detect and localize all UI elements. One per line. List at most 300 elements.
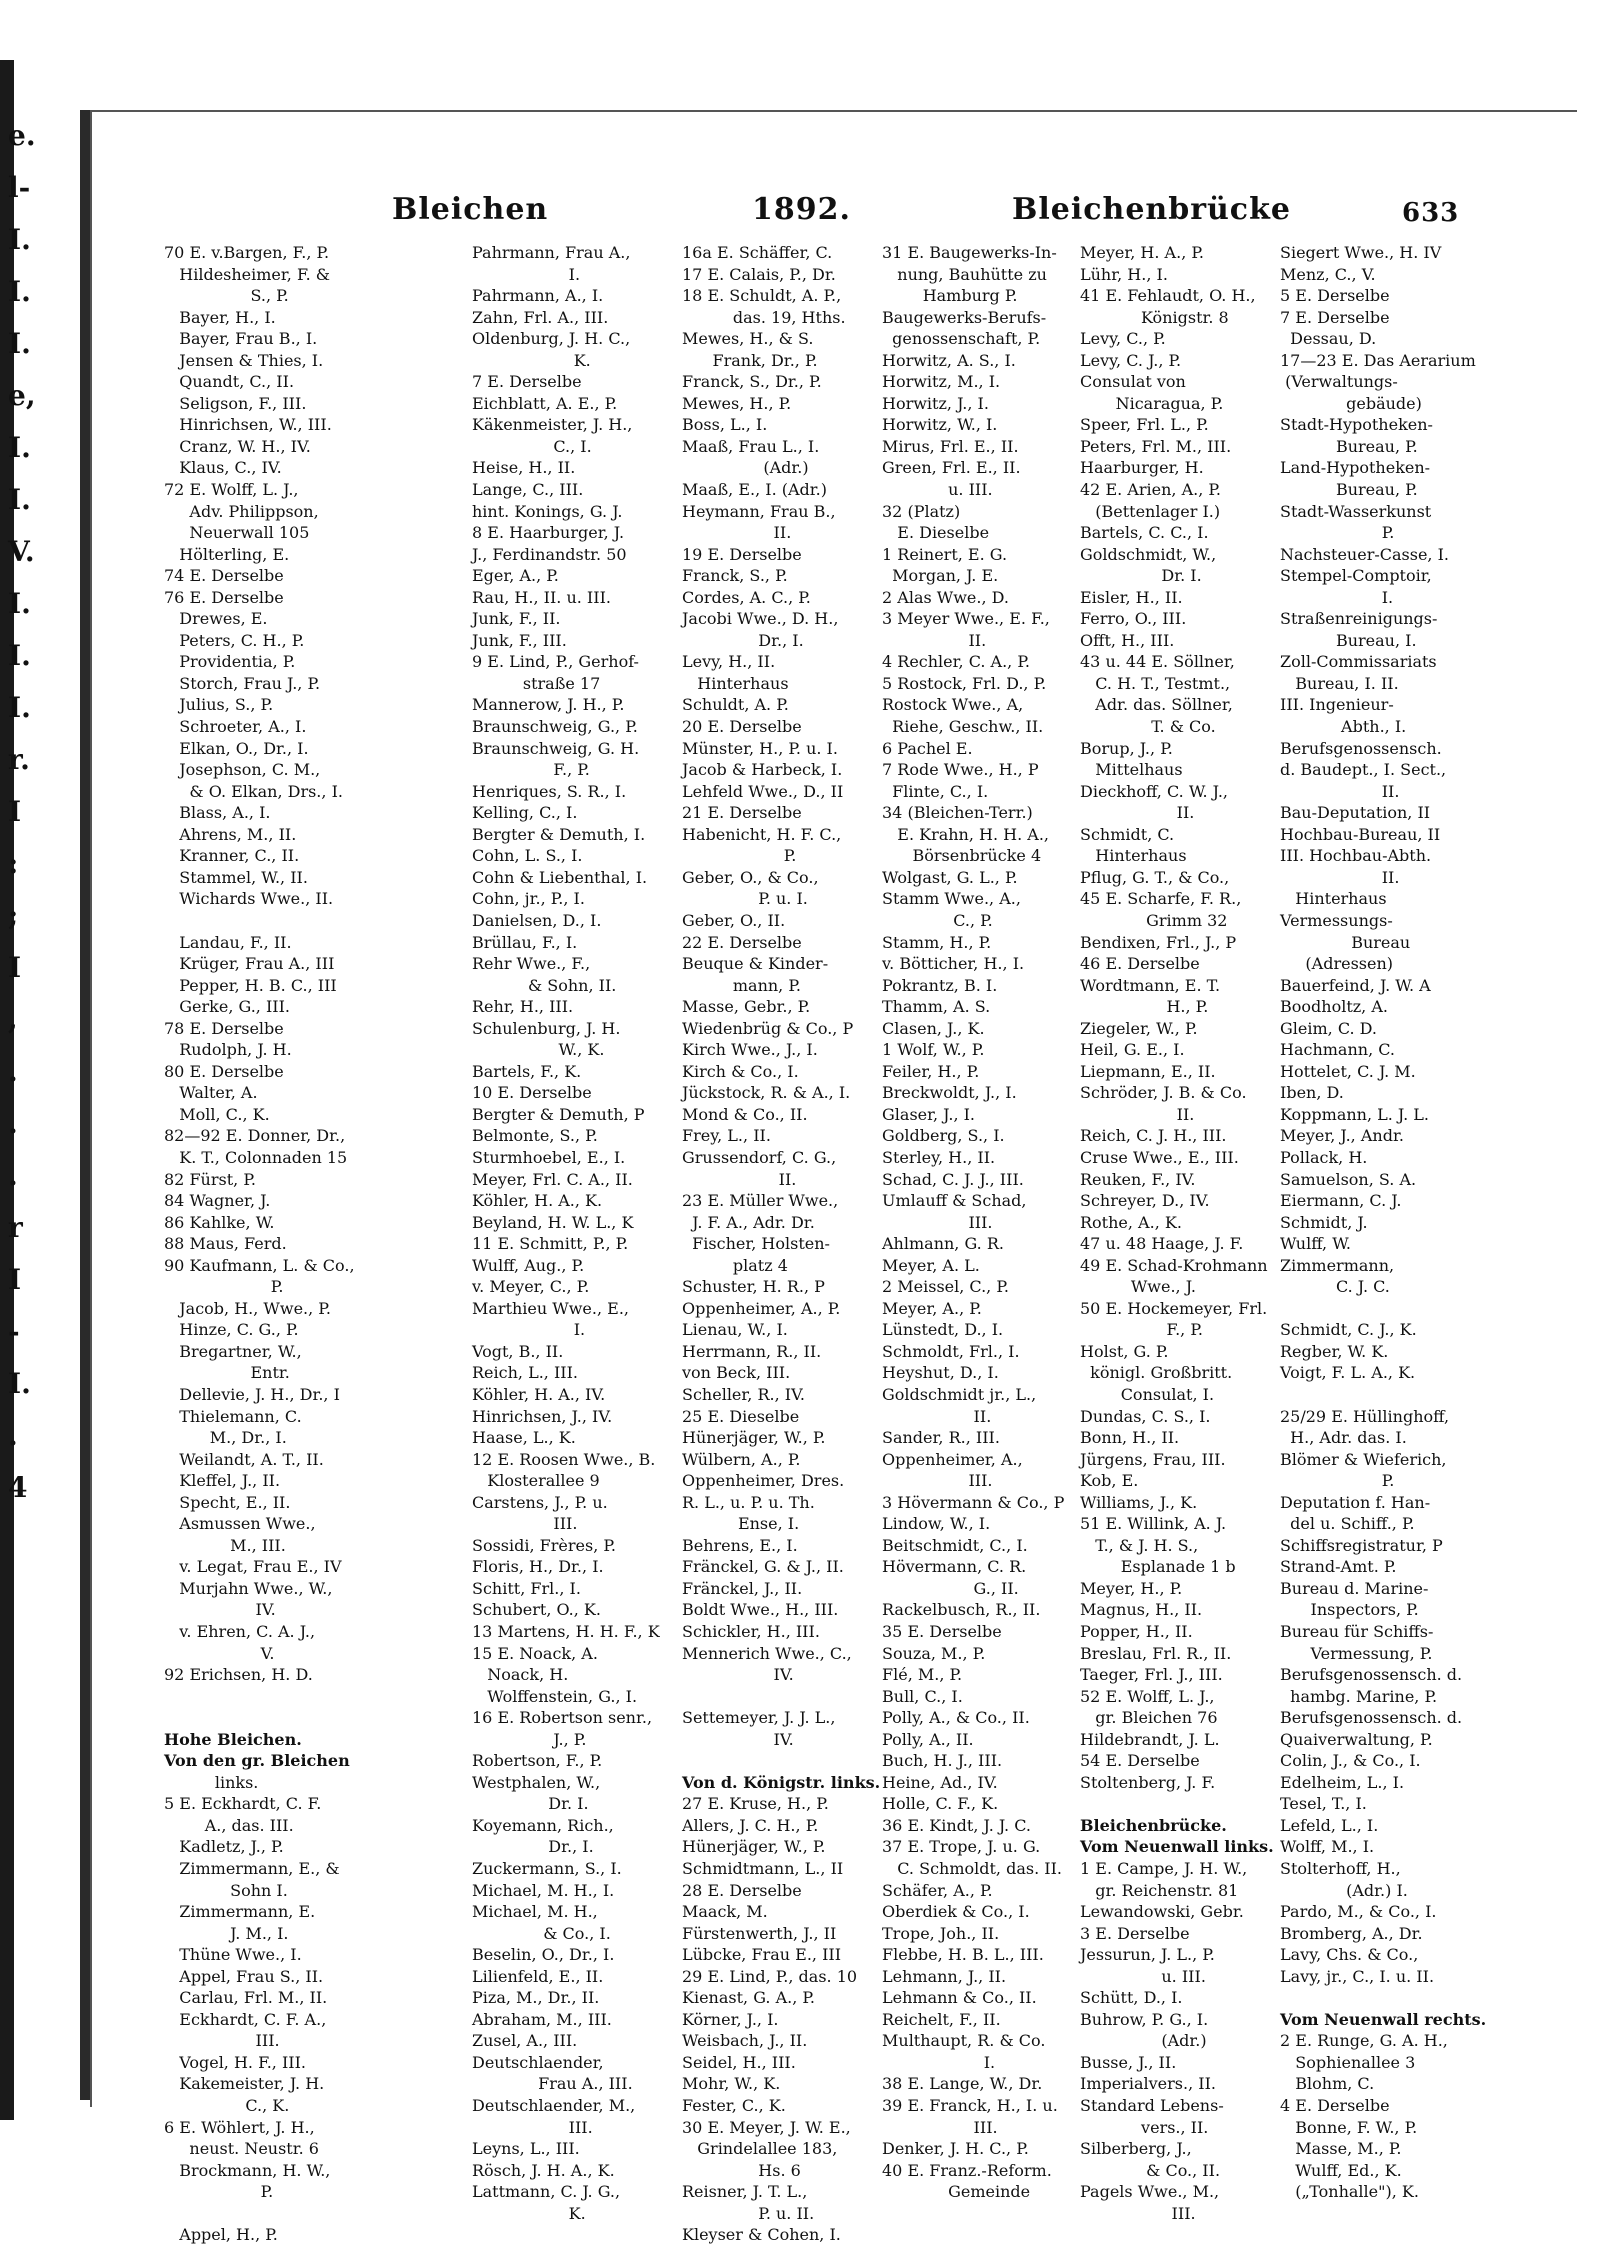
directory-entry: Bregartner, W.,: [164, 1341, 302, 1361]
directory-entry: Horwitz, W., I.: [882, 415, 998, 435]
directory-entry: Weilandt, A. T., II.: [164, 1449, 324, 1469]
directory-entry: Zahn, Frl. A., III.: [472, 307, 609, 327]
directory-entry: Multhaupt, R. & Co.: [882, 2031, 1046, 2051]
directory-entry: Stoltenberg, J. F.: [1080, 1772, 1216, 1792]
directory-entry: 25/29 E. Hüllinghoff,: [1280, 1406, 1450, 1426]
directory-entry: Asmussen Wwe.,: [164, 1514, 316, 1534]
directory-entry: Drewes, E.: [164, 609, 268, 629]
directory-entry: Frank, Dr., P.: [682, 350, 818, 370]
directory-entry: Adr. das. Söllner,: [1080, 695, 1233, 715]
directory-entry: [682, 1750, 882, 1772]
directory-entry: Schmidt, C.: [1080, 824, 1175, 844]
directory-entry: 92 Erichsen, H. D.: [164, 1665, 313, 1685]
directory-entry: Königstr. 8: [1080, 307, 1229, 327]
directory-entry: Hs. 6: [682, 2160, 801, 2180]
facing-page-text: .: [8, 1107, 18, 1140]
facing-page-text: I.: [8, 275, 31, 308]
directory-entry: Wichards Wwe., II.: [164, 889, 334, 909]
directory-entry: Fränckel, J., II.: [682, 1578, 803, 1598]
directory-entry: Von d. Königstr. links.: [682, 1772, 881, 1792]
directory-entry: Schulenburg, J. H.: [472, 1018, 621, 1038]
directory-entry: Williams, J., K.: [1080, 1492, 1198, 1512]
directory-entry: Standard Lebens-: [1080, 2096, 1224, 2116]
directory-entry: Pflug, G. T., & Co.,: [1080, 867, 1230, 887]
facing-page-text: ,: [8, 1003, 18, 1036]
directory-entry: (Adr.): [1080, 2031, 1207, 2051]
directory-entry: 72 E. Wolff, L. J.,: [164, 480, 299, 500]
directory-entry: 32 (Platz): [882, 501, 961, 521]
directory-entry: Ahlmann, G. R.: [882, 1234, 1004, 1254]
directory-entry: Vom Neuenwall links.: [1080, 1837, 1274, 1857]
directory-entry: III. Hochbau-Abth.: [1280, 846, 1432, 866]
directory-entry: 31 E. Baugewerks-In-: [882, 243, 1057, 262]
directory-entry: IV.: [682, 1665, 794, 1685]
directory-entry: Bromberg, A., Dr.: [1280, 1923, 1423, 1943]
directory-entry: P.: [164, 1277, 284, 1297]
directory-entry: Dessau, D.: [1280, 329, 1377, 349]
directory-entry: Bureau, P.: [1280, 436, 1418, 456]
directory-entry: Schroeter, A., I.: [164, 717, 307, 737]
directory-entry: Dundas, C. S., I.: [1080, 1406, 1211, 1426]
directory-entry: Jückstock, R. & A., I.: [682, 1083, 851, 1103]
directory-entry: Junk, F., II.: [472, 609, 561, 629]
directory-entry: Mirus, Frl. E., II.: [882, 436, 1019, 456]
directory-entry: Mennerich Wwe., C.,: [682, 1643, 852, 1663]
directory-entry: Ense, I.: [682, 1514, 800, 1534]
directory-entry: Pepper, H. B. C., III: [164, 975, 337, 995]
directory-entry: C., I.: [472, 436, 592, 456]
directory-entry: Bayer, H., I.: [164, 307, 276, 327]
directory-entry: Wolffenstein, G., I.: [472, 1686, 638, 1706]
directory-entry: Cruse Wwe., E., III.: [1080, 1147, 1239, 1167]
directory-entry: Von den gr. Bleichen: [164, 1751, 350, 1771]
header-right-title: Bleichenbrücke: [1012, 192, 1291, 227]
directory-entry: Flé, M., P.: [882, 1665, 963, 1685]
directory-entry: Danielsen, D., I.: [472, 910, 602, 930]
directory-entry: I.: [472, 1320, 586, 1340]
directory-entry: Schmidt, C. J., K.: [1280, 1320, 1417, 1340]
directory-entry: Sophienallee 3: [1280, 2052, 1416, 2072]
directory-entry: 6 E. Wöhlert, J. H.,: [164, 2117, 315, 2137]
directory-entry: P. u. II.: [682, 2203, 815, 2223]
directory-entry: Landau, F., II.: [164, 932, 292, 952]
directory-entry: 42 E. Arien, A., P.: [1080, 480, 1221, 500]
directory-entry: 76 E. Derselbe: [164, 587, 284, 607]
directory-entry: Vom Neuenwall rechts.: [1280, 2009, 1487, 2029]
directory-entry: Brockmann, H. W.,: [164, 2160, 331, 2180]
directory-entry: hambg. Marine, P.: [1280, 1686, 1438, 1706]
directory-entry: Lange, C., III.: [472, 480, 584, 500]
book-gutter: [80, 110, 90, 2100]
directory-entry: 74 E. Derselbe: [164, 566, 284, 586]
directory-entry: Mannerow, J. H., P.: [472, 695, 625, 715]
directory-entry: E. Dieselbe: [882, 523, 990, 543]
directory-entry: Goldberg, S., I.: [882, 1126, 1005, 1146]
directory-entry: Hövermann, C. R.: [882, 1557, 1027, 1577]
directory-entry: Hinterhaus: [682, 673, 789, 693]
directory-entry: Dr. I.: [1080, 566, 1202, 586]
directory-entry: Eiermann, C. J.: [1280, 1191, 1402, 1211]
directory-entry: M., III.: [164, 1535, 286, 1555]
directory-entry: 5 E. Derselbe: [1280, 286, 1390, 306]
directory-entry: Pahrmann, Frau A.,: [472, 243, 631, 262]
directory-entry: Grindelallee 183,: [682, 2139, 838, 2159]
directory-entry: 22 E. Derselbe: [682, 932, 802, 952]
directory-entry: Meyer, A., P.: [882, 1298, 982, 1318]
directory-entry: gr. Reichenstr. 81: [1080, 1880, 1239, 1900]
directory-entry: Denker, J. H. C., P.: [882, 2139, 1029, 2159]
directory-entry: 7 E. Derselbe: [472, 372, 582, 392]
directory-entry: Hottelet, C. J. M.: [1280, 1061, 1416, 1081]
directory-entry: P. u. I.: [682, 889, 808, 909]
directory-entry: Quaiverwaltung, P.: [1280, 1729, 1433, 1749]
directory-entry: Clasen, J., K.: [882, 1018, 985, 1038]
directory-entry: Bergter & Demuth, P: [472, 1104, 645, 1124]
directory-entry: Kirch & Co., I.: [682, 1061, 799, 1081]
directory-entry: III.: [472, 2117, 593, 2137]
directory-entry: 2 E. Runge, G. A. H.,: [1280, 2031, 1448, 2051]
directory-entry: Sossidi, Frères, P.: [472, 1535, 616, 1555]
directory-entry: 84 Wagner, J.: [164, 1191, 271, 1211]
directory-entry: Koppmann, L. J. L.: [1280, 1104, 1429, 1124]
directory-entry: Goldschmidt jr., L.,: [882, 1384, 1037, 1404]
directory-entry: 16a E. Schäffer, C.: [682, 243, 833, 262]
directory-entry: Heyshut, D., I.: [882, 1363, 999, 1383]
directory-entry: links.: [164, 1772, 259, 1792]
directory-entry: Scheller, R., IV.: [682, 1384, 805, 1404]
directory-entry: Storch, Frau J., P.: [164, 673, 321, 693]
directory-entry: Belmonte, S., P.: [472, 1126, 598, 1146]
directory-entry: Fränckel, G. & J., II.: [682, 1557, 844, 1577]
directory-entry: Levy, C., P.: [1080, 329, 1166, 349]
directory-entry: Morgan, J. E.: [882, 566, 999, 586]
directory-entry: Consulat, I.: [1080, 1384, 1215, 1404]
directory-entry: II.: [1080, 1104, 1195, 1124]
directory-entry: Nicaragua, P.: [1080, 393, 1224, 413]
directory-entry: II.: [1280, 781, 1400, 801]
directory-entry: Brüllau, F., I.: [472, 932, 578, 952]
directory-entry: Reuken, F., IV.: [1080, 1169, 1196, 1189]
directory-entry: 5 E. Eckhardt, C. F.: [164, 1794, 322, 1814]
directory-entry: 25 E. Dieselbe: [682, 1406, 800, 1426]
directory-entry: P.: [682, 846, 797, 866]
directory-entry: Feiler, H., P.: [882, 1061, 980, 1081]
directory-entry: Haase, L., K.: [472, 1428, 576, 1448]
directory-entry: u. III.: [1080, 1966, 1206, 1986]
directory-entry: Kienast, G. A., P.: [682, 1988, 815, 2008]
directory-entry: Voigt, F. L. A., K.: [1280, 1363, 1416, 1383]
directory-entry: Inspectors, P.: [1280, 1600, 1419, 1620]
directory-entry: Hildesheimer, F. &: [164, 264, 330, 284]
directory-entry: 80 E. Derselbe: [164, 1061, 284, 1081]
directory-entry: Quandt, C., II.: [164, 372, 295, 392]
facing-page-text: r.: [8, 743, 30, 776]
directory-entry: Schröder, J. B. & Co.: [1080, 1083, 1247, 1103]
directory-entry: 37 E. Trope, J. u. G.: [882, 1837, 1041, 1857]
directory-entry: Käkenmeister, J. H.,: [472, 415, 633, 435]
directory-entry: 11 E. Schmitt, P., P.: [472, 1234, 629, 1254]
directory-entry: Speer, Frl. L., P.: [1080, 415, 1209, 435]
directory-entry: K.: [472, 350, 591, 370]
directory-entry: Eichblatt, A. E., P.: [472, 393, 618, 413]
facing-page-text: -: [8, 1315, 20, 1348]
directory-entry: Vogt, B., II.: [472, 1341, 564, 1361]
directory-entry: Siegert Wwe., H. IV: [1280, 243, 1442, 262]
directory-entry: Sander, R., III.: [882, 1428, 1000, 1448]
directory-entry: Sterley, H., II.: [882, 1147, 996, 1167]
directory-entry: Lehfeld Wwe., D., II: [682, 781, 844, 801]
directory-entry: 17 E. Calais, P., Dr.: [682, 264, 836, 284]
directory-entry: 2 Meissel, C., P.: [882, 1277, 1009, 1297]
directory-entry: Boss, L., I.: [682, 415, 768, 435]
directory-entry: J. M., I.: [164, 1923, 289, 1943]
directory-entry: Schmidt, J.: [1280, 1212, 1368, 1232]
directory-entry: Buhrow, P. G., I.: [1080, 2009, 1209, 2029]
directory-entry: v. Meyer, C., P.: [472, 1277, 590, 1297]
directory-entry: 4 Rechler, C. A., P.: [882, 652, 1030, 672]
directory-entry: Kadletz, J., P.: [164, 1837, 284, 1857]
directory-entry: Zimmermann, E., &: [164, 1859, 340, 1879]
directory-entry: Oldenburg, J. H. C.,: [472, 329, 631, 349]
directory-entry: 36 E. Kindt, J. J. C.: [882, 1815, 1031, 1835]
directory-entry: Krüger, Frau A., III: [164, 954, 335, 974]
facing-page-text: ;: [8, 899, 19, 932]
directory-entry: III.: [882, 2117, 998, 2137]
directory-entry: 54 E. Derselbe: [1080, 1751, 1200, 1771]
header-year: 1892.: [752, 192, 851, 227]
directory-entry: 41 E. Fehlaudt, O. H.,: [1080, 286, 1256, 306]
header-left-title: Bleichen: [392, 192, 549, 227]
directory-entry: Jacobi Wwe., D. H.,: [682, 609, 839, 629]
directory-entry: Carlau, Frl. M., II.: [164, 1988, 328, 2008]
directory-entry: Berufsgenossensch. d.: [1280, 1665, 1463, 1685]
directory-entry: Holle, C. F., K.: [882, 1794, 999, 1814]
directory-entry: Frey, L., II.: [682, 1126, 771, 1146]
directory-entry: Junk, F., III.: [472, 630, 567, 650]
directory-entry: Bureau d. Marine-: [1280, 1578, 1429, 1598]
directory-entry: Rehr, H., III.: [472, 997, 574, 1017]
directory-entry: Wwe., J.: [1080, 1277, 1196, 1297]
directory-entry: Rösch, J. H. A., K.: [472, 2160, 615, 2180]
directory-entry: 7 E. Derselbe: [1280, 307, 1390, 327]
directory-entry: Stamm Wwe., A.,: [882, 889, 1021, 909]
directory-entry: 30 E. Meyer, J. W. E.,: [682, 2117, 851, 2137]
directory-entry: Dr., I.: [682, 630, 804, 650]
directory-entry: Gerke, G., III.: [164, 997, 291, 1017]
directory-entry: Straßenreinigungs-: [1280, 609, 1438, 629]
directory-entry: 50 E. Hockemeyer, Frl.: [1080, 1298, 1268, 1318]
directory-entry: Stadt-Hypotheken-: [1280, 415, 1433, 435]
directory-entry: Bartels, F., K.: [472, 1061, 582, 1081]
directory-entry: E. Krahn, H. H. A.,: [882, 824, 1050, 844]
directory-entry: Bureau, P.: [1280, 480, 1418, 500]
directory-entry: Lattmann, C. J. G.,: [472, 2182, 621, 2202]
facing-page-text: I.: [8, 639, 31, 672]
directory-entry: K.: [472, 2203, 586, 2223]
directory-entry: Samuelson, S. A.: [1280, 1169, 1417, 1189]
facing-page-text: I.: [8, 691, 31, 724]
directory-entry: Schad, C. J. J., III.: [882, 1169, 1024, 1189]
directory-entry: Leyns, L., III.: [472, 2139, 580, 2159]
directory-entry: Baugewerks-Berufs-: [882, 307, 1047, 327]
directory-entry: Gemeinde: [882, 2182, 1031, 2202]
directory-entry: Meyer, H., P.: [1080, 1578, 1183, 1598]
directory-entry: 29 E. Lind, P., das. 10: [682, 1966, 858, 1986]
facing-page-text: I.: [8, 587, 31, 620]
directory-entry: Cordes, A. C., P.: [682, 587, 811, 607]
directory-entry: Berufsgenossensch.: [1280, 738, 1442, 758]
directory-entry: P.: [1280, 1471, 1395, 1491]
directory-entry: Bartels, C. C., I.: [1080, 523, 1209, 543]
directory-entry: Stamm, H., P.: [882, 932, 992, 952]
directory-entry: Regber, W. K.: [1280, 1341, 1389, 1361]
directory-entry: das. 19, Hths.: [682, 307, 846, 327]
facing-page-text: I.: [8, 431, 31, 464]
directory-entry: Herrmann, R., II.: [682, 1341, 822, 1361]
directory-entry: P.: [1280, 523, 1395, 543]
directory-entry: 15 E. Noack, A.: [472, 1643, 598, 1663]
directory-entry: Popper, H., II.: [1080, 1622, 1193, 1641]
directory-entry: 5 Rostock, Frl. D., P.: [882, 673, 1047, 693]
directory-entry: del u. Schiff., P.: [1280, 1514, 1415, 1534]
directory-entry: 1 Reinert, E. G.: [882, 544, 1008, 564]
directory-entry: Schütt, D., I.: [1080, 1988, 1183, 2008]
directory-entry: Zimmermann,: [1280, 1255, 1395, 1275]
directory-entry: II.: [882, 1406, 992, 1426]
directory-entry: IV.: [164, 1600, 276, 1620]
directory-entry: Vermessung, P.: [1280, 1643, 1433, 1663]
directory-entry: Beyland, H. W. L., K: [472, 1212, 634, 1232]
directory-entry: 9 E. Lind, P., Gerhof-: [472, 652, 639, 672]
directory-entry: Borup, J., P.: [1080, 738, 1173, 758]
directory-entry: 70 E. v.Bargen, F., P.: [164, 243, 330, 262]
directory-entry: Hinze, C. G., P.: [164, 1320, 299, 1340]
directory-entry: 86 Kahlke, W.: [164, 1212, 275, 1232]
directory-entry: Masse, M., P.: [1280, 2139, 1402, 2159]
directory-page: [90, 110, 1577, 2245]
directory-entry: Michael, M. H.,: [472, 1902, 598, 1922]
directory-entry: H., P.: [1080, 997, 1209, 1017]
directory-entry: Schickler, H., III.: [682, 1622, 820, 1641]
directory-entry: Lühr, H., I.: [1080, 264, 1168, 284]
directory-entry: („Tonhalle"), K.: [1280, 2182, 1419, 2202]
directory-entry: königl. Großbritt.: [1080, 1363, 1233, 1383]
directory-entry: Pollack, H.: [1280, 1147, 1368, 1167]
directory-entry: III.: [882, 1471, 993, 1491]
directory-entry: Mond & Co., II.: [682, 1104, 808, 1124]
directory-entry: Schubert, O., K.: [472, 1600, 601, 1620]
directory-entry: Geber, O., & Co.,: [682, 867, 819, 887]
directory-entry: Appel, H., P.: [164, 2225, 278, 2245]
directory-entry: & Sohn, II.: [472, 975, 617, 995]
directory-entry: Boodholtz, A.: [1280, 997, 1388, 1017]
directory-entry: Hölterling, E.: [164, 544, 290, 564]
directory-entry: Bonne, F. W., P.: [1280, 2117, 1418, 2137]
directory-entry: Reichelt, F., II.: [882, 2009, 1001, 2029]
directory-entry: 45 E. Scharfe, F. R.,: [1080, 889, 1242, 909]
directory-entry: [1280, 1298, 1487, 1320]
directory-entry: Dr. I.: [472, 1794, 589, 1814]
directory-entry: Thamm, A. S.: [882, 997, 991, 1017]
directory-entry: Stammel, W., II.: [164, 867, 308, 887]
directory-entry: II.: [682, 523, 792, 543]
directory-entry: Breslau, Frl. R., II.: [1080, 1643, 1232, 1663]
directory-entry: Zusel, A., III.: [472, 2031, 578, 2051]
directory-entry: II.: [1080, 803, 1195, 823]
directory-entry: Wulff, W.: [1280, 1234, 1351, 1254]
directory-entry: Robertson, F., P.: [472, 1751, 603, 1771]
directory-entry: Piza, M., Dr., II.: [472, 1988, 600, 2008]
facing-page-text: l-: [8, 171, 31, 204]
directory-entry: Wiedenbrüg & Co., P: [682, 1018, 854, 1038]
directory-entry: Neuerwall 105: [164, 523, 310, 543]
directory-entry: Imperialvers., II.: [1080, 2074, 1216, 2094]
directory-entry: 82 Fürst, P.: [164, 1169, 256, 1189]
directory-entry: v. Legat, Frau E., IV: [164, 1557, 342, 1577]
directory-entry: Lübcke, Frau E., III: [682, 1945, 842, 1965]
directory-entry: Rostock Wwe., A,: [882, 695, 1024, 715]
facing-page-text: .: [8, 1419, 18, 1452]
directory-entry: gr. Bleichen 76: [1080, 1708, 1218, 1728]
directory-entry: Bayer, Frau B., I.: [164, 329, 318, 349]
directory-entry: 78 E. Derselbe: [164, 1018, 284, 1038]
directory-entry: Allers, J. C. H., P.: [682, 1815, 819, 1835]
directory-entry: C., P.: [882, 910, 993, 930]
directory-entry: Grussendorf, C. G.,: [682, 1147, 837, 1167]
directory-entry: Souza, M., P.: [882, 1643, 986, 1663]
directory-entry: Green, Frl. E., II.: [882, 458, 1021, 478]
directory-entry: 16 E. Robertson senr.,: [472, 1708, 653, 1728]
directory-entry: Deutschlaender,: [472, 2052, 604, 2072]
directory-entry: platz 4: [682, 1255, 788, 1275]
directory-entry: Schäfer, A., P.: [882, 1880, 993, 1900]
facing-page-text: I: [8, 951, 22, 984]
directory-entry: Oppenheimer, A., P.: [682, 1298, 841, 1318]
directory-entry: C., K.: [164, 2096, 290, 2116]
directory-entry: 12 E. Roosen Wwe., B.: [472, 1449, 656, 1469]
directory-entry: 46 E. Derselbe: [1080, 954, 1200, 974]
directory-entry: Schitt, Frl., I.: [472, 1578, 581, 1598]
directory-entry: Trope, Joh., II.: [882, 1923, 1000, 1943]
directory-entry: II.: [882, 630, 987, 650]
directory-entry: 17—23 E. Das Aerarium: [1280, 350, 1476, 370]
directory-entry: Strand-Amt. P.: [1280, 1557, 1397, 1577]
directory-entry: Cohn, L. S., I.: [472, 846, 583, 866]
directory-entry: 23 E. Müller Wwe.,: [682, 1191, 839, 1211]
directory-entry: 38 E. Lange, W., Dr.: [882, 2074, 1043, 2094]
directory-entry: Adv. Philippson,: [164, 501, 319, 521]
directory-entry: Lefeld, L., I.: [1280, 1815, 1379, 1835]
directory-entry: 13 Martens, H. H. F., K: [472, 1622, 660, 1641]
page-header: [92, 192, 1577, 242]
directory-entry: hint. Konings, G. J.: [472, 501, 623, 521]
directory-entry: Schuster, H. R., P: [682, 1277, 825, 1297]
directory-entry: Bull, C., I.: [882, 1686, 963, 1706]
directory-entry: mann, P.: [682, 975, 801, 995]
directory-entry: 19 E. Derselbe: [682, 544, 802, 564]
directory-entry: M., Dr., I.: [164, 1428, 287, 1448]
directory-entry: Peters, Frl. M., III.: [1080, 436, 1232, 456]
directory-entry: Deputation f. Han-: [1280, 1492, 1431, 1512]
column-3: [682, 242, 882, 2245]
directory-entry: Hinterhaus: [1080, 846, 1187, 866]
directory-entry: Thüne Wwe., I.: [164, 1945, 302, 1965]
directory-entry: Lavy, Chs. & Co.,: [1280, 1945, 1419, 1965]
directory-entry: Lindow, W., I.: [882, 1514, 991, 1534]
directory-entry: [1280, 1987, 1487, 2009]
directory-entry: Grimm 32: [1080, 910, 1228, 930]
directory-entry: Taeger, Frl. J., III.: [1080, 1665, 1223, 1685]
